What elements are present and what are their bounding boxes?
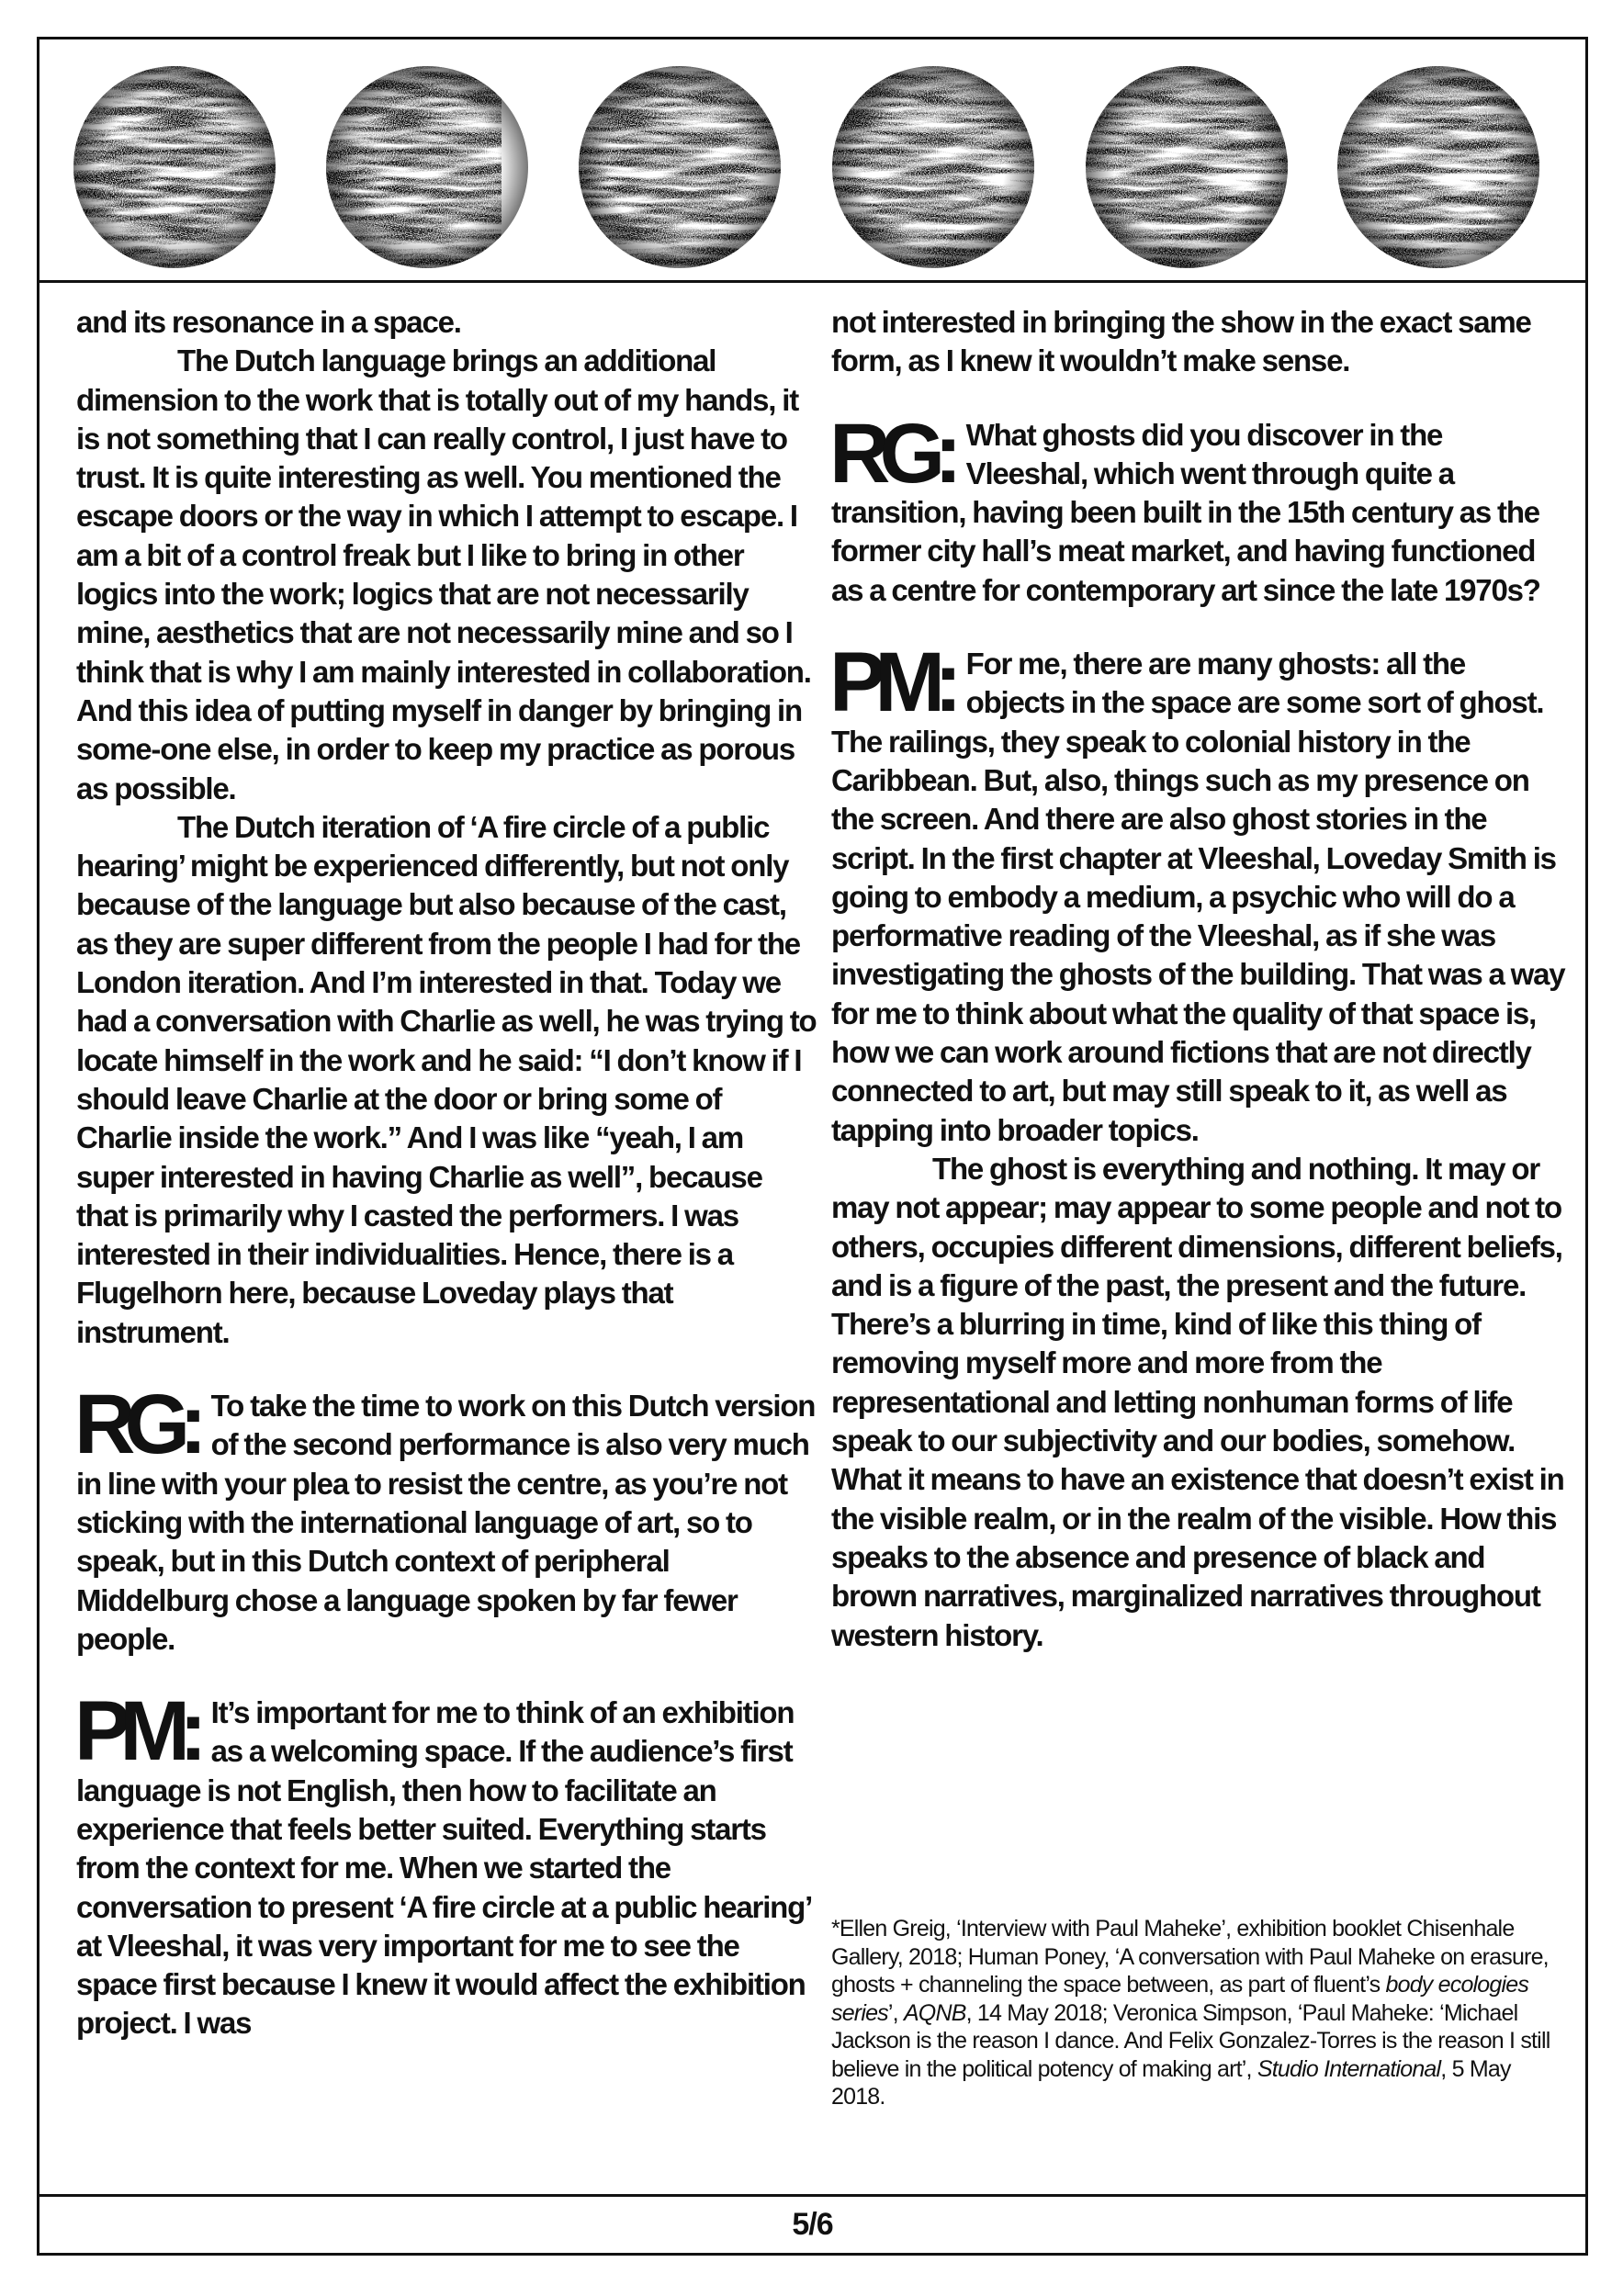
footnote-text-1: *Ellen Greig, ‘Interview with Paul Maheke’, exhibition booklet Chisenhale Gallery, 2018; Human Poney, ‘A conversation with Paul Maheke on erasure, ghosts + channeling the space between, as part of fluent’s — [831, 1916, 1549, 1998]
speaker-initials-rg: RG: — [74, 1378, 197, 1472]
question-text: To take the time to work on this Dutch version of the second performance is also very much in line with your plea to resist the centre, as you’re not sticking with the international language of art, so to speak, but in this Dutch context of peripheral Middelburg chose a language spoken by far fewer people. — [76, 1389, 816, 1656]
question-text: What ghosts did you discover in the Vleeshal, which went through quite a transition, having been built in the 15th century as the former city hall’s meat market, and having functioned as a centre for contemporary art since the late 1970s? — [831, 417, 1540, 607]
left-column — [76, 303, 817, 2043]
planet-image-6 — [1336, 65, 1540, 269]
footnote-title-body-ecologies: body ecologies series — [831, 1972, 1529, 2026]
speaker-initials-pm: PM: — [829, 636, 952, 730]
planet-image-5 — [1085, 65, 1289, 269]
planet-image-1 — [73, 65, 276, 269]
paragraph-dutch-iteration: The Dutch iteration of ‘A fire circle of a public hearing’ might be experienced differently, but not only because of the language but also because of the cast, as they are super different from the people I had for the London iteration. And I’m interested in that. Today we had a conversation with Charlie as well, he was trying to locate himself in the work and he said: “I don’t know if I should leave Charlie at the door or bring some of Charlie inside the work.” And I was like “yeah, I am super interested in having Charlie as well”, because that is primarily why I casted the performers. I was interested in their individualities. Hence, there is a Flugelhorn here, because Loveday plays that instrument. — [76, 809, 817, 1349]
right-column — [831, 303, 1566, 1655]
paragraph-dutch-language: The Dutch language brings an additional dimension to the work that is totally out of my hands, it is not something that I can really control, I just have to trust. It is quite interesting as well. You mentioned the escape doors or the way in which I attempt to escape. I am a bit of a control freak but I like to bring in other logics into the work; logics that are not necessarily mine, aesthetics that are not necessarily mine and so I think that is why I am mainly interested in collaboration. And this idea of putting myself in danger by bringing in some-one else, in order to keep my practice as porous as possible. — [76, 343, 811, 805]
planet-image-4 — [831, 65, 1035, 269]
footnote-title-studio-international: Studio International — [1257, 2055, 1441, 2082]
speaker-initials-rg: RG: — [829, 406, 952, 501]
paragraph-continuation: and its resonance in a space. — [76, 305, 461, 339]
page-number: 5/6 — [792, 2207, 833, 2242]
planet-image-2 — [325, 65, 529, 269]
paragraph-continuation-right: not interested in bringing the show in the exact same form, as I knew it wouldn’t make sense. — [831, 305, 1531, 378]
answer-text: For me, there are many ghosts: all the objects in the space are some sort of ghost. The railings, they speak to colonial history in the Caribbean. But, also, things such as my presence on the screen. And there are also ghost stories in the script. In the first chapter at Vleeshal, Loveday Smith is going to embody a medium, a psychic who will do a performative reading of the Vleeshal, as if she was investigating the ghosts of the building. That was a way for me to think about what the quality of that space is, how we can work around fictions that are not directly connected to art, but may still speak to it, as well as tapping into broader topics. — [831, 647, 1565, 1147]
speaker-initials-pm: PM: — [74, 1684, 197, 1779]
planet-image-3 — [578, 65, 782, 269]
planet-image-band — [39, 39, 1585, 283]
question-rg-dutch-version — [74, 1378, 817, 1659]
answer-pm-welcoming-space — [74, 1684, 817, 2043]
question-rg-ghosts — [829, 406, 1566, 610]
footnote-text-3: , 14 May 2018; Veronica Simpson, ‘Paul Maheke: ‘Michael Jackson is the reason I dance. And Felix Gonzalez-Torres is the reason I still believe in the political potency of making art’, — [831, 1999, 1550, 2082]
footnote-title-aqnb: AQNB — [903, 1999, 966, 2026]
footnote-text-4: , 5 May 2018. — [831, 2055, 1511, 2110]
footnote — [831, 1915, 1557, 2111]
footnote-text-2: ’, — [887, 1999, 904, 2026]
page-number-bar — [39, 2194, 1585, 2253]
paragraph-ghost-everything: The ghost is everything and nothing. It may or may not appear; may appear to some people and not to others, occupies different dimensions, different beliefs, and is a figure of the past, the present and the future. There’s a blurring in time, kind of like this thing of removing myself more and more from the representational and letting nonhuman forms of life speak to our subjectivity and our bodies, somehow. What it means to have an existence that doesn’t exist in the visible realm, or in the realm of the visible. How this speaks to the absence and presence of black and brown narratives, marginalized narratives throughout western history. — [831, 1151, 1564, 1652]
page-frame — [37, 37, 1588, 2256]
answer-pm-ghosts — [829, 636, 1566, 1150]
answer-text: It’s important for me to think of an exhibition as a welcoming space. If the audience’s first language is not English, then how to facilitate an experience that feels better suited. Everything starts from the context for me. When we started the conversation to present ‘A fire circle at a public hearing’ at Vleeshal, it was very important for me to see the space first because I knew it would affect the exhibition project. I was — [76, 1695, 811, 2041]
